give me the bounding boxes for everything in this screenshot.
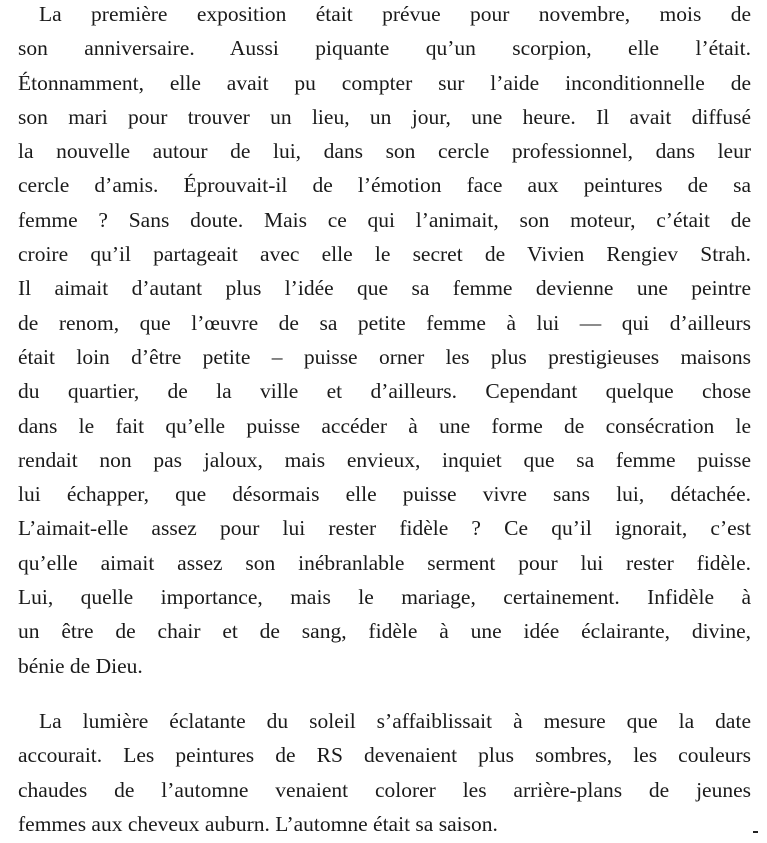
text-line: son anniversaire. Aussi piquante qu’un scorpion, elle l’était. [18,36,751,61]
text-line: La lumière éclatante du soleil s’affaiblissait à mesure que la date [39,709,751,733]
text-line: la nouvelle autour de lui, dans son cercle professionnel, dans leur [18,139,751,164]
text-line: était loin d’être petite – puisse orner les plus prestigieuses maisons [18,344,751,369]
text-line: croire qu’il partageait avec elle le secret de Vivien Rengiev Strah. [18,242,751,267]
paragraph-2 [18,704,751,841]
text-line: lui échapper, que désormais elle puisse vivre sans lui, détachée. [18,482,751,507]
text-line: son mari pour trouver un lieu, un jour, une heure. Il avait diffusé [18,104,751,129]
text-line: femmes aux cheveux auburn. L’automne était sa saison. [18,811,498,836]
text-line: rendait non pas jaloux, mais envieux, inquiet que sa femme puisse [18,447,751,472]
text-line: Il aimait d’autant plus l’idée que sa femme devienne une peintre [18,276,751,301]
text-line: femme ? Sans doute. Mais ce qui l’animait, son moteur, c’était de [18,207,751,232]
text-line: L’aimait-elle assez pour lui rester fidèle ? Ce qu’il ignorait, c’est [18,516,751,541]
text-line: La première exposition était prévue pour novembre, mois de [39,2,751,26]
paragraph-1 [18,0,751,683]
text-line: dans le fait qu’elle puisse accéder à une forme de consécration le [18,413,751,438]
text-line: un être de chair et de sang, fidèle à une idée éclairante, divine, [18,619,751,644]
text-line: chaudes de l’automne venaient colorer les arrière-plans de jeunes [18,777,751,802]
text-line: Lui, quelle importance, mais le mariage, certainement. Infidèle à [18,585,751,610]
text-line: de renom, que l’œuvre de sa petite femme à lui — qui d’ailleurs [18,310,751,335]
text-line: bénie de Dieu. [18,653,143,678]
page-corner-mark [753,831,758,833]
text-line: du quartier, de la ville et d’ailleurs. Cependant quelque chose [18,379,751,404]
text-line: accourait. Les peintures de RS devenaient plus sombres, les couleurs [18,743,751,768]
text-line: cercle d’amis. Éprouvait-il de l’émotion face aux peintures de sa [18,173,751,198]
text-line: Étonnamment, elle avait pu compter sur l’aide inconditionnelle de [18,70,751,95]
text-line: qu’elle aimait assez son inébranlable serment pour lui rester fidèle. [18,550,751,575]
